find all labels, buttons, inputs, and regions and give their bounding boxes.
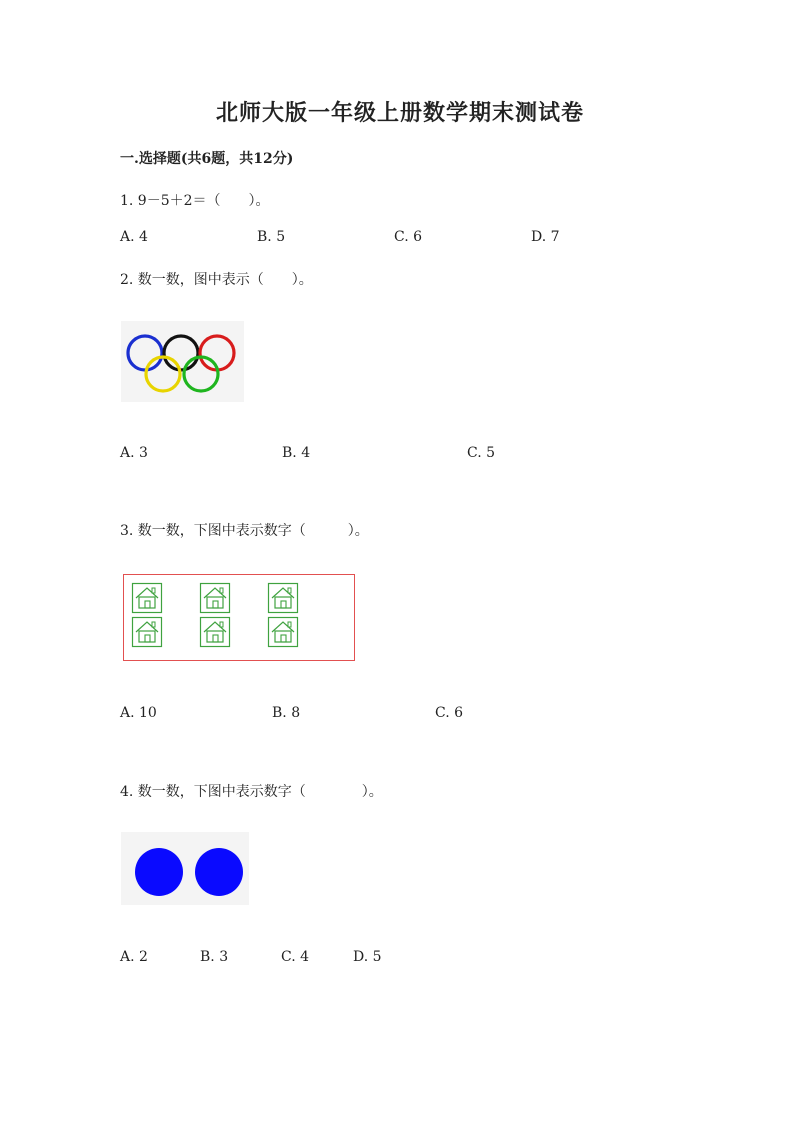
blue-circle-icon [195, 848, 243, 896]
question-3-option-c[interactable]: C. 6 [435, 705, 464, 721]
question-3-option-a[interactable]: A. 10 [120, 705, 157, 721]
question-2-option-a[interactable]: A. 3 [120, 445, 148, 461]
question-1-option-b[interactable]: B. 5 [257, 229, 286, 245]
houses-image [123, 574, 355, 661]
olympic-rings-icon [121, 321, 244, 402]
house-icon [133, 584, 162, 613]
blue-circle-icon [135, 848, 183, 896]
olympic-rings-image [121, 321, 244, 402]
section-heading: 一.选择题(共6题，共12分) [120, 151, 294, 167]
page-title: 北师大版一年级上册数学期末测试卷 [215, 100, 584, 126]
question-4-option-b[interactable]: B. 3 [200, 949, 229, 965]
question-2-option-c[interactable]: C. 5 [467, 445, 496, 461]
blue-circles-image [121, 832, 249, 905]
house-icon [201, 584, 230, 613]
house-icons-group [124, 575, 353, 659]
question-1-option-d[interactable]: D. 7 [531, 229, 560, 245]
blue-circles-icon [121, 832, 249, 905]
question-4-option-d[interactable]: D. 5 [353, 949, 382, 965]
question-4-option-a[interactable]: A. 2 [120, 949, 148, 965]
question-3-option-b[interactable]: B. 8 [272, 705, 301, 721]
question-1-stem: 1. 9－5＋2＝（ ）。 [120, 193, 270, 209]
question-3-stem: 3. 数一数，下图中表示数字（ ）。 [120, 523, 369, 539]
question-2-option-b[interactable]: B. 4 [282, 445, 311, 461]
house-icon [269, 618, 298, 647]
question-1-option-c[interactable]: C. 6 [394, 229, 423, 245]
question-1-option-a[interactable]: A. 4 [120, 229, 148, 245]
house-icon [269, 584, 298, 613]
house-icon [133, 618, 162, 647]
question-4-stem: 4. 数一数，下图中表示数字（ ）。 [120, 784, 383, 800]
house-icon [201, 618, 230, 647]
question-4-option-c[interactable]: C. 4 [281, 949, 310, 965]
question-2-stem: 2. 数一数，图中表示（ ）。 [120, 272, 313, 288]
